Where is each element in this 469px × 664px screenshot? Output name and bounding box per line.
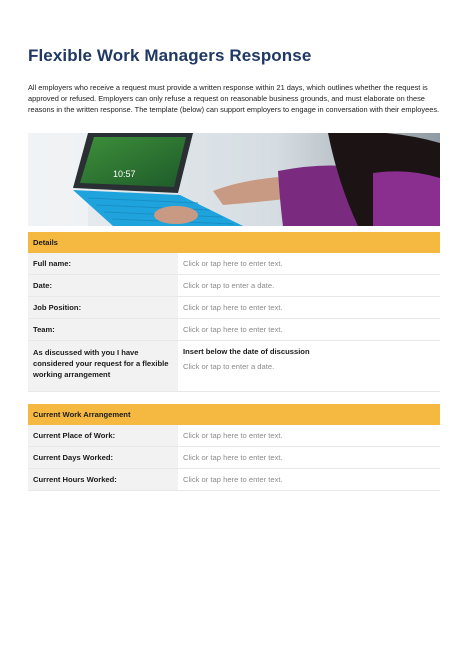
job-position-field[interactable]: Click or tap here to enter text. <box>178 297 440 319</box>
table-row <box>28 447 440 469</box>
banner-image <box>28 133 440 226</box>
table-row <box>28 319 440 341</box>
page-title: Flexible Work Managers Response <box>28 46 312 65</box>
current-header-row <box>28 404 440 425</box>
table-row <box>28 275 440 297</box>
tablet-screen <box>80 137 186 187</box>
date-field[interactable]: Click or tap to enter a date. <box>178 275 440 297</box>
hours-worked-label: Current Hours Worked: <box>28 469 178 491</box>
hours-worked-field[interactable]: Click or tap here to enter text. <box>178 469 440 491</box>
left-hand <box>154 206 198 224</box>
current-header-fill <box>178 404 440 425</box>
laptop-photo <box>28 133 440 226</box>
discussion-instruction: Insert below the date of discussion <box>183 347 310 356</box>
screen-clock: 10:57 <box>113 169 136 179</box>
details-header-row <box>28 232 440 253</box>
current-arrangement-table <box>28 404 440 491</box>
table-row <box>28 425 440 447</box>
days-worked-label: Current Days Worked: <box>28 447 178 469</box>
discussion-cell <box>178 341 440 392</box>
discussion-row <box>28 341 440 392</box>
table-row <box>28 253 440 275</box>
days-worked-field[interactable]: Click or tap here to enter text. <box>178 447 440 469</box>
place-of-work-label: Current Place of Work: <box>28 425 178 447</box>
place-of-work-field[interactable]: Click or tap here to enter text. <box>178 425 440 447</box>
full-name-label: Full name: <box>28 253 178 275</box>
details-table <box>28 232 440 392</box>
table-row <box>28 469 440 491</box>
date-label: Date: <box>28 275 178 297</box>
details-header: Details <box>28 232 178 253</box>
discussion-label: As discussed with you I have considered your request for a flexible working arrangement <box>28 341 178 392</box>
details-header-fill <box>178 232 440 253</box>
team-field[interactable]: Click or tap here to enter text. <box>178 319 440 341</box>
full-name-field[interactable]: Click or tap here to enter text. <box>178 253 440 275</box>
table-row <box>28 297 440 319</box>
intro-paragraph: All employers who receive a request must provide a written response within 21 days, which outlines whether the request is approved or refused. Employers can only refuse a request on reasonable business grounds, and must elaborate on these reasons in the written response. The template (below) can support employers to engage in conversation with their employees. <box>28 83 440 114</box>
job-position-label: Job Position: <box>28 297 178 319</box>
shirt <box>373 171 440 226</box>
team-label: Team: <box>28 319 178 341</box>
current-header: Current Work Arrangement <box>28 404 178 425</box>
discussion-date-field[interactable]: Click or tap to enter a date. <box>183 362 275 371</box>
